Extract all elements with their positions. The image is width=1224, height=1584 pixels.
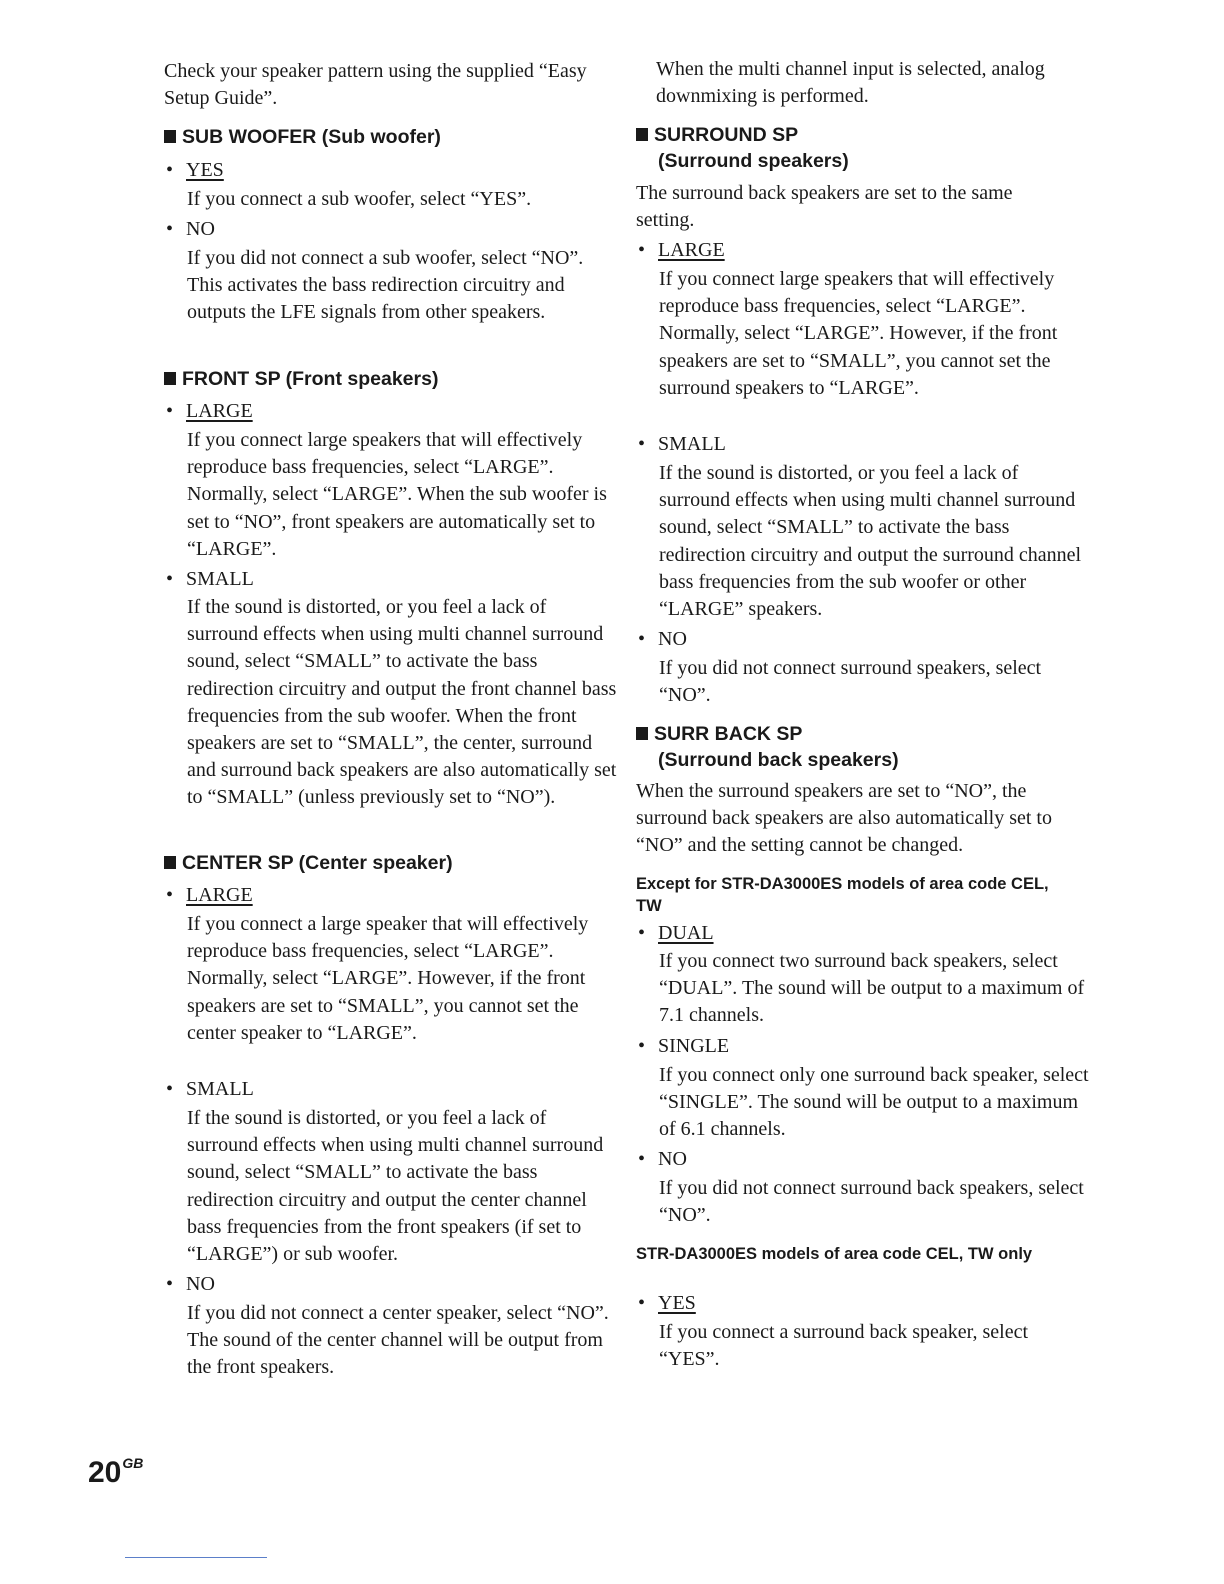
option-label-default: YES	[658, 1292, 696, 1314]
page-number: $20^{GB}$	[88, 1455, 144, 1489]
front-sp-heading: FRONT SP (Front speakers)	[164, 366, 594, 392]
square-bullet-icon	[164, 130, 176, 143]
option-description: If you connect a sub woofer, select “YES”.	[187, 188, 532, 210]
option-label: NO	[658, 628, 687, 650]
option-description: If the sound is distorted, or you feel a lack of surround effects when using multi channel surround sound, select “SMALL” to activate the bass redirection circuitry and output the center channel bass frequencies from the front speakers (if set to “LARGE”) or sub woofer.	[187, 1107, 604, 1266]
option-description: If you connect large speakers that will effectively reproduce bass frequencies, select “LARGE”. Normally, select “LARGE”. When the sub woofer is set to “NO”, front speakers are automatically set to “LARGE”.	[187, 429, 607, 560]
surround-sp-heading: SURROUND SP (Surround speakers)	[636, 122, 1066, 174]
except-models-heading: Except for STR-DA3000ES models of area code CEL, TW	[636, 875, 1049, 915]
square-bullet-icon	[164, 372, 176, 385]
option-label: SMALL	[186, 568, 254, 590]
option-item: • LARGE	[166, 400, 253, 422]
option-item: • NO	[638, 1148, 687, 1170]
option-label-default: LARGE	[658, 239, 725, 261]
option-item: • YES	[638, 1292, 696, 1314]
option-description: If you connect two surround back speakers, select “DUAL”. The sound will be output to a maximum of 7.1 channels.	[659, 950, 1085, 1027]
option-description: If you did not connect a center speaker, select “NO”. The sound of the center channel will be output from the front speakers.	[187, 1302, 609, 1379]
square-bullet-icon	[636, 727, 648, 740]
square-bullet-icon	[636, 128, 648, 141]
intro-text: When the multi channel input is selected, analog downmixing is performed.	[656, 58, 1045, 108]
footer-divider	[125, 1557, 267, 1558]
option-description: If you did not connect surround speakers, select “NO”.	[659, 657, 1042, 707]
option-description: If you connect only one surround back speaker, select “SINGLE”. The sound will be output to a maximum of 6.1 channels.	[659, 1064, 1089, 1141]
option-label: NO	[186, 218, 215, 240]
option-description: If you connect a surround back speaker, select “YES”.	[659, 1321, 1029, 1371]
option-item: • SMALL	[166, 1078, 254, 1100]
center-sp-heading: CENTER SP (Center speaker)	[164, 850, 594, 876]
surr-back-sp-heading: SURR BACK SP (Surround back speakers)	[636, 721, 1066, 773]
option-item: • SINGLE	[638, 1035, 730, 1057]
option-item: • SMALL	[638, 433, 726, 455]
option-item: • DUAL	[638, 922, 714, 944]
option-label-default: YES	[186, 159, 224, 181]
square-bullet-icon	[164, 856, 176, 869]
sub-woofer-heading: SUB WOOFER (Sub woofer)	[164, 124, 594, 150]
option-item: • LARGE	[166, 884, 253, 906]
option-label-default: DUAL	[658, 922, 714, 944]
page-suffix: GB	[122, 1455, 144, 1471]
only-models-heading: STR-DA3000ES models of area code CEL, TW only	[636, 1245, 1033, 1263]
option-label: SMALL	[658, 433, 726, 455]
option-description: If you did not connect surround back speakers, select “NO”.	[659, 1177, 1084, 1227]
option-description: If the sound is distorted, or you feel a lack of surround effects when using multi channel surround sound, select “SMALL” to activate the bass redirection circuitry and output the surround channel bass frequencies from the sub woofer or other “LARGE” speakers.	[659, 462, 1082, 621]
option-description: If you did not connect a sub woofer, select “NO”. This activates the bass redirection circuitry and outputs the LFE signals from other speakers.	[187, 247, 584, 324]
option-item: • SMALL	[166, 568, 254, 590]
option-description: If you connect a large speaker that will effectively reproduce bass frequencies, select “LARGE”. Normally, select “LARGE”. However, if the front speakers are set to “SMALL”, you cannot set the center speaker to “LARGE”.	[187, 913, 589, 1044]
section-note: The surround back speakers are set to the same setting.	[636, 182, 1013, 232]
option-label-default: LARGE	[186, 884, 253, 906]
option-label: SINGLE	[658, 1035, 730, 1057]
option-label: NO	[186, 1273, 215, 1295]
option-item: • NO	[166, 1273, 215, 1295]
option-item: • NO	[638, 628, 687, 650]
option-item: • YES	[166, 159, 224, 181]
intro-text: Check your speaker pattern using the supplied “Easy Setup Guide”.	[164, 60, 587, 110]
option-label: SMALL	[186, 1078, 254, 1100]
option-label-default: LARGE	[186, 400, 253, 422]
option-description: If the sound is distorted, or you feel a lack of surround effects when using multi channel surround sound, select “SMALL” to activate the bass redirection circuitry and output the front channel bass frequencies from the sub woofer. When the front speakers are set to “SMALL”, the center, surround and surround back speakers are also automatically set to “SMALL” (unless previously set to “NO”).	[187, 596, 617, 809]
option-label: NO	[658, 1148, 687, 1170]
section-note: When the surround speakers are set to “NO”, the surround back speakers are also automatically set to “NO” and the setting cannot be changed.	[636, 780, 1052, 857]
option-item: • LARGE	[638, 239, 725, 261]
option-description: If you connect large speakers that will effectively reproduce bass frequencies, select “LARGE”. Normally, select “LARGE”. However, if the front speakers are set to “SMALL”, you cannot set the surround speakers to “LARGE”.	[659, 268, 1058, 399]
option-item: • NO	[166, 218, 215, 240]
